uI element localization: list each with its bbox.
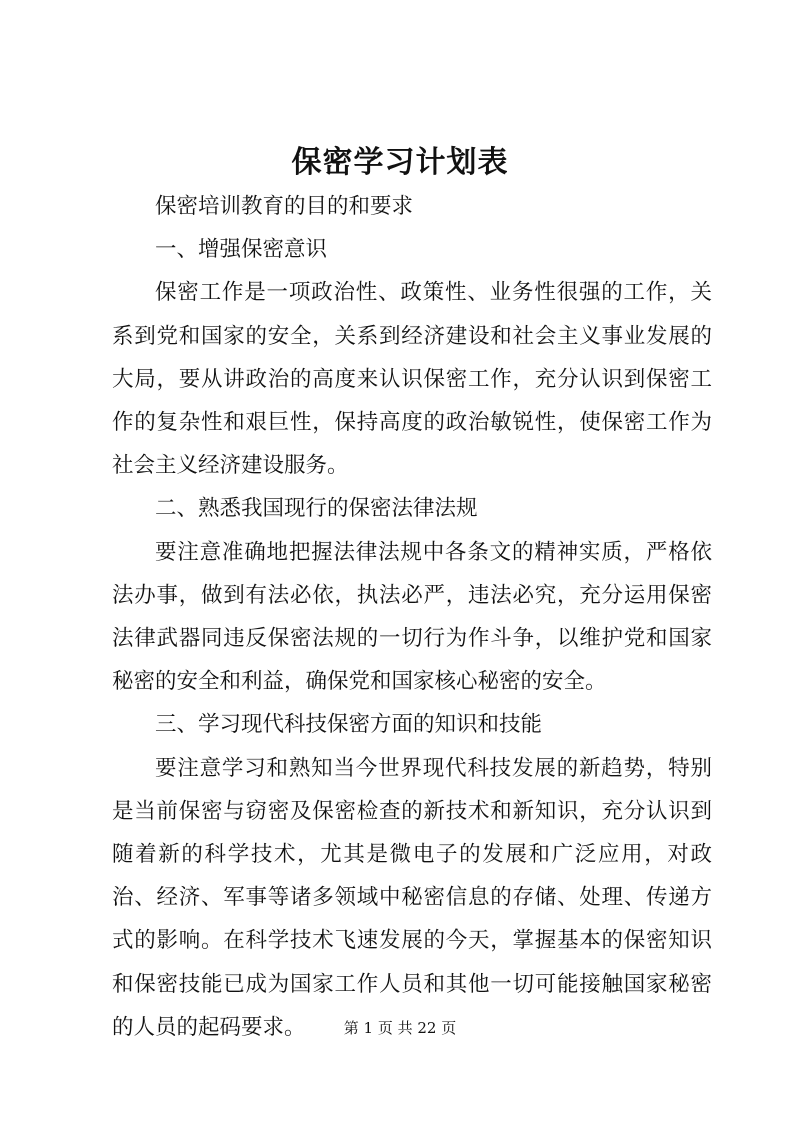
section-heading-2: 二、熟悉我国现行的保密法律法规 — [155, 496, 478, 522]
paragraph-section-1: 保密工作是一项政治性、政策性、业务性很强的工作，关系到党和国家的安全，关系到经济建设和社会主义事业发展的大局，要从讲政治的高度来认识保密工作，充分认识到保密工作的复杂性和艰巨性，保持高度的政治敏锐性，使保密工作为社会主义经济建设服务。 — [112, 280, 712, 479]
page-footer: 第 1 页 共 22 页 — [343, 1019, 457, 1037]
document-title: 保密学习计划表 — [291, 145, 509, 180]
section-heading-3: 三、学习现代科技保密方面的知识和技能 — [155, 712, 543, 738]
document-body — [112, 185, 712, 1049]
paragraph-section-2: 要注意准确地把握法律法规中各条文的精神实质，严格依法办事，做到有法必依，执法必严，违法必究，充分运用保密法律武器同违反保密法规的一切行为作斗争，以维护党和国家秘密的安全和利益，确保党和国家核心秘密的安全。 — [112, 539, 712, 695]
paragraph-section-3: 要注意学习和熟知当今世界现代科技发展的新趋势，特别是当前保密与窃密及保密检查的新技术和新知识，充分认识到随着新的科学技术，尤其是微电子的发展和广泛应用，对政治、经济、军事等诸多领域中秘密信息的存储、处理、传递方式的影响。在科学技术飞速发展的今天，掌握基本的保密知识和保密技能已成为国家工作人员和其他一切可能接触国家秘密的人员的起码要求。 — [112, 755, 712, 1040]
paragraph-intro-heading: 保密培训教育的目的和要求 — [155, 194, 414, 219]
section-heading-1: 一、增强保密意识 — [155, 237, 328, 263]
